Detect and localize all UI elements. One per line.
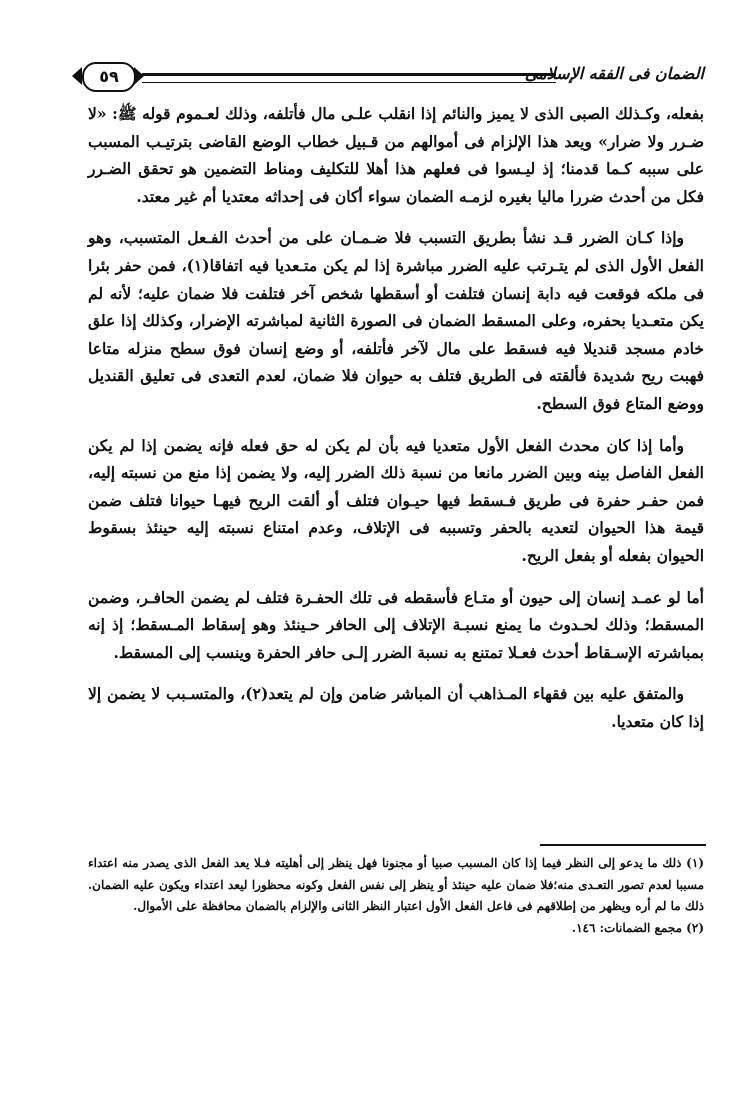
footnote: (١) ذلك ما يدعو إلى النظر فيما إذا كان المسبب صبيا أو مجنونا فهل ينظر إلى أهليته فـلا يعد الفعل الذى يصدر منه اعتداء مسببا لعدم تصور التعـدى منه؛فلا ضمان عليه حينئذ أو ينظر إلى نفس الفعل وكونه محظورا ليعد اعتداء ويكون عليه الضمان. ذلك ما لم أره ويظهر من إطلاقهم فى فاعل الفعل الأول اعتبار النظر الثانى والإلزام بالضمان محافظة على الأموال. bbox=[88, 856, 704, 913]
page-badge-left-ornament bbox=[72, 67, 82, 85]
header-rule bbox=[142, 73, 556, 83]
footnote-divider bbox=[540, 844, 706, 846]
paragraph: أما لو عمـد إنسان إلى حيون أو متـاع فأسقطه فى تلك الحفـرة فتلف لم يضمن الحافـر، وضمن المسقط؛ وذلك لحـدوث ما يمنع نسبـة الإتلاف إلى الحافر حـينئذ وهو إسقاط المـسقط؛ إذ إنه بمباشرته الإسـقاط أحدث فعـلا تمتنع به نسبة الضرر إلـى حافر الحفرة وينسب إلى المسقط. bbox=[88, 587, 704, 662]
footnote: (٢) مجمع الضمانات: ١٤٦. bbox=[571, 920, 704, 935]
paragraph: وإذا كـان الضرر قـد نشأ بطريق التسبب فلا ضـمـان على من أحدث الفـعل المتسبب، وهو الفعل الأول الذى لم يتـرتب عليه الضرر مباشرة إذا لم يكن متـعديا فيه اتفاقا(١)، فمن حفر بئرا فى ملكه فوقعت فيه دابة إنسان فتلفت أو أسقطها شخص آخر فتلفت فلا ضمان عليه؛ لأنه لم يكن متعـديا بحفره، وعلى المسقط الضمان فى الصورة الثانية لمباشرته الإضرار، وكذلك إذا علق خادم مسجد قنديلا فيه فسقط على مال لآخر فأتلفه، أو وضع إنسان فوق سطح منزله متاعا فهبت ريح شديدة فألقته فى الطريق فتلف به حيوان فلا ضمان، لعدم التعدى فى تعليق القنديل ووضع المتاع فوق السطح. bbox=[88, 228, 704, 413]
main-text bbox=[88, 100, 704, 749]
paragraph: وأما إذا كان محدث الفعل الأول متعديا فيه بأن لم يكن له حق فعله فإنه يضمن إذا لم يكن الفعل الفاصل بينه وبين الضرر مانعا من نسبة ذلك الضرر إليه، ولا يضمن إذا منع من نسبته إليه، فمن حفـر حفرة فى طريق فـسقط فيها حيـوان فتلف أو ألقت الريح فيهـا حيوانا فتلف ضمن قيمة هذا الحيوان لتعديه بالحفر وتسببه فى الإتلاف، وعدم امتناع نسبته إليه حينئذ بسقوط الحيوان بفعله أو بفعل الريح. bbox=[88, 435, 704, 565]
footnotes bbox=[88, 853, 704, 939]
paragraph: بفعله، وكـذلك الصبى الذى لا يميز والنائم إذا انقلب علـى مال فأتلفه، وذلك لعـموم قوله ﷺ: «لا ضـرر ولا ضرار» ويعد هذا الإلزام فى أموالهم من قـبيل خطاب الوضع القاضى بترتيـب المسبب على سببه كـما قدمنا؛ إذ ليـسوا فى فعلهم هذا أهلا للتكليف ومناط التضمين هو تحقق الضـرر فكل من أحدث ضررا ماليا بغيره لزمـه الضمان سواء أكان فى إحداثه معتديا أم غير معتد. bbox=[88, 104, 704, 206]
book-title: الضمان فى الفقه الإسلامى bbox=[524, 64, 704, 83]
paragraph: والمتفق عليه بين فقهاء المـذاهب أن المباشر ضامن وإن لم يتعد(٢)، والمتسـبب لا يضمن إلا إذا كان متعديا. bbox=[88, 684, 704, 731]
page-number: ٥٩ bbox=[99, 67, 119, 86]
page-number-badge bbox=[82, 62, 136, 92]
running-header bbox=[72, 62, 704, 96]
